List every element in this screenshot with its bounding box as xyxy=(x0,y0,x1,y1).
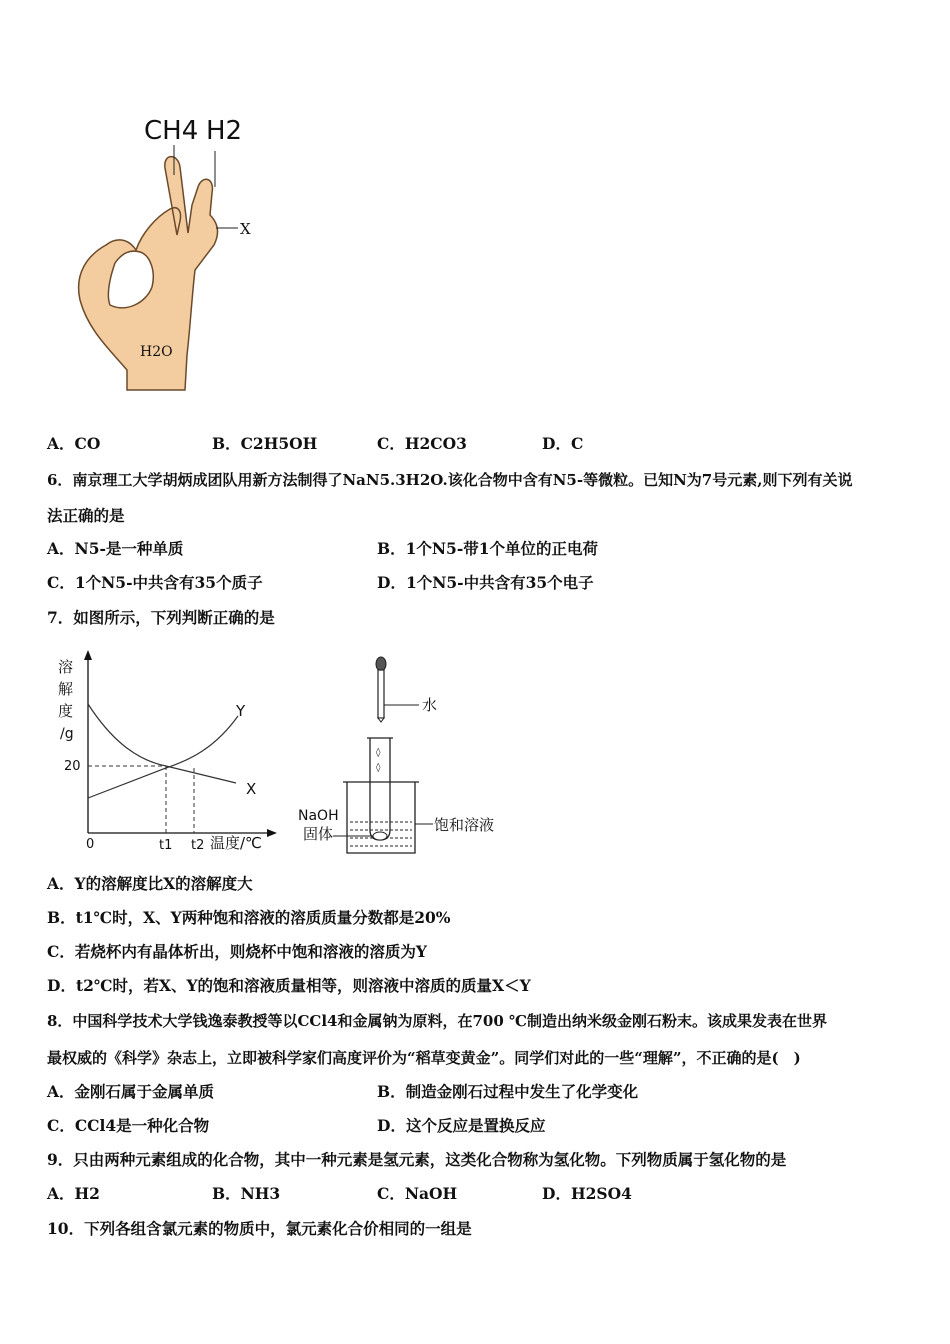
label-x: X xyxy=(240,220,251,238)
q10-stem: 10．下列各组含氯元素的物质中，氯元素化合价相同的一组是 xyxy=(47,1219,472,1238)
beaker xyxy=(347,782,415,853)
q8-option-b: B．制造金刚石过程中发生了化学变化 xyxy=(377,1082,639,1101)
q9-option-d: D．H2SO4 xyxy=(542,1184,632,1203)
q6-stem-line2: 法正确的是 xyxy=(47,506,125,525)
q9-option-c: C．NaOH xyxy=(377,1184,458,1203)
label-saturated-solution: 饱和溶液 xyxy=(434,816,495,834)
svg-text:◊: ◊ xyxy=(376,763,381,773)
q7-option-a: A．Y的溶解度比X的溶解度大 xyxy=(47,874,253,893)
y-tick-20: 20 xyxy=(64,759,81,774)
q9-option-b: B．NH3 xyxy=(212,1184,281,1203)
solubility-graph xyxy=(50,648,280,858)
q7-stem: 7．如图所示，下列判断正确的是 xyxy=(47,608,275,627)
x-axis-label: 温度/℃ xyxy=(210,834,262,852)
q6-option-c: C．1个N5-中共含有35个质子 xyxy=(47,573,263,592)
q7-option-c: C．若烧杯内有晶体析出，则烧杯中饱和溶液的溶质为Y xyxy=(47,942,427,961)
ylabel-2: 解 xyxy=(58,680,74,698)
q6-option-b: B．1个N5-带1个单位的正电荷 xyxy=(377,539,599,558)
q6-option-a: A．N5-是一种单质 xyxy=(47,539,184,558)
curve-y-label: Y xyxy=(236,702,246,720)
label-h2: H2 xyxy=(206,116,243,146)
apparatus-figure xyxy=(295,650,510,860)
q7-option-b: B．t1℃时，X、Y两种饱和溶液的溶质质量分数都是20% xyxy=(47,908,451,927)
q8-option-c: C．CCl4是一种化合物 xyxy=(47,1116,210,1135)
q7-option-d: D．t2℃时，若X、Y的饱和溶液质量相等，则溶液中溶质的质量X＜Y xyxy=(47,976,531,995)
q6-stem-line1: 6．南京理工大学胡炳成团队用新方法制得了NaN5.3H2O.该化合物中含有N5-等微粒。已知N为7号元素,则下列有关说 xyxy=(47,471,853,489)
ylabel-1: 溶 xyxy=(58,658,74,676)
label-ch4: CH4 xyxy=(144,116,199,146)
q5-option-b: B．C2H5OH xyxy=(212,434,318,453)
hand-figure xyxy=(70,105,270,395)
x-axis-arrow xyxy=(267,829,277,837)
ylabel-3: 度 xyxy=(58,702,74,720)
q6-option-d: D．1个N5-中共含有35个电子 xyxy=(377,573,594,592)
tick-t2: t2 xyxy=(191,838,205,853)
curve-y xyxy=(88,716,238,798)
q9-option-a: A．H2 xyxy=(47,1184,100,1203)
q8-option-d: D．这个反应是置换反应 xyxy=(377,1116,546,1135)
q8-stem-line2: 最权威的《科学》杂志上，立即被科学家们高度评价为“稻草变黄金”。同学们对此的一些“理解”，不正确的是( ) xyxy=(47,1049,801,1067)
q8-stem-line1: 8．中国科学技术大学钱逸泰教授等以CCl4和金属钠为原料，在700 ℃制造出纳米级金刚石粉末。该成果发表在世界 xyxy=(47,1012,827,1030)
dropper-tube xyxy=(378,670,384,718)
q5-option-d: D．C xyxy=(542,434,584,453)
dropper-bulb xyxy=(376,657,386,671)
dropper-tip xyxy=(378,718,384,722)
naoh-solid xyxy=(373,832,387,840)
y-axis-arrow xyxy=(84,650,92,660)
origin: 0 xyxy=(86,837,95,852)
q8-option-a: A．金刚石属于金属单质 xyxy=(47,1082,215,1101)
curve-x-label: X xyxy=(246,780,257,798)
tick-t1: t1 xyxy=(159,838,173,853)
ylabel-4: /g xyxy=(60,726,74,742)
curve-x xyxy=(88,704,236,783)
q5-option-a: A．CO xyxy=(47,434,101,453)
label-naoh: NaOH xyxy=(298,808,339,824)
q5-option-c: C．H2CO3 xyxy=(377,434,467,453)
label-water: 水 xyxy=(422,696,438,714)
q9-stem: 9．只由两种元素组成的化合物，其中一种元素是氢元素，这类化合物称为氢化物。下列物质属于氢化物的是 xyxy=(47,1150,787,1169)
svg-text:◊: ◊ xyxy=(376,748,381,758)
label-h2o: H2O xyxy=(140,344,173,360)
label-solid: 固体 xyxy=(303,825,334,843)
